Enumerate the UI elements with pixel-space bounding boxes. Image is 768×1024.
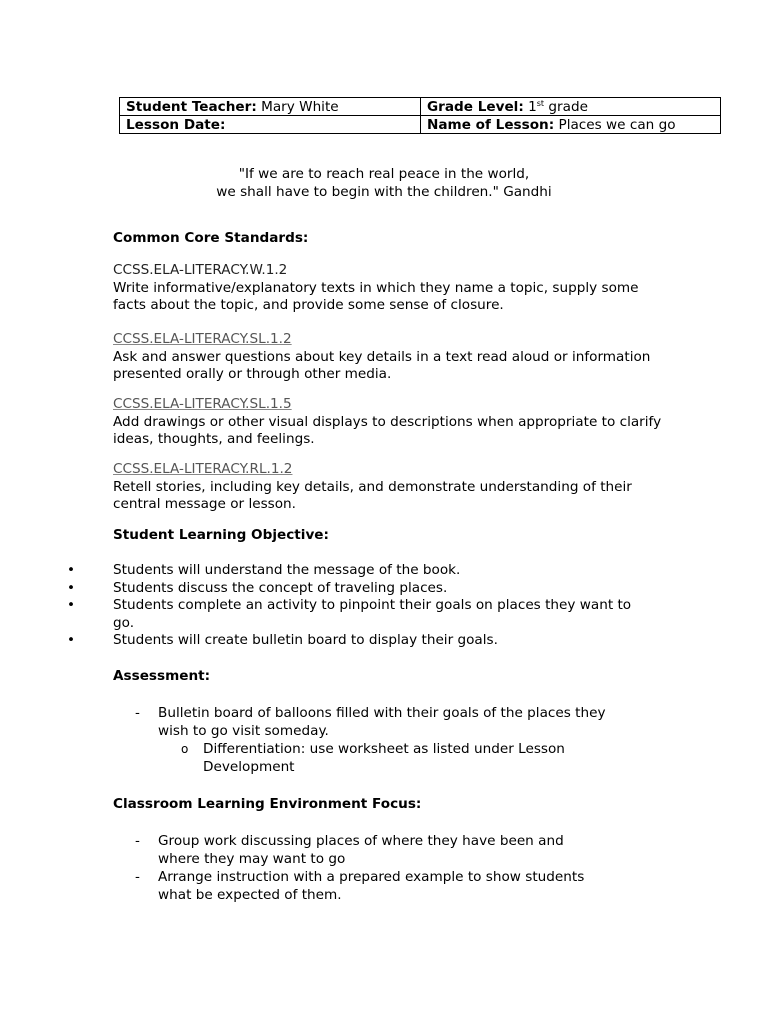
bullet-icon: • xyxy=(67,632,76,648)
objective-list xyxy=(0,562,768,650)
objective-item xyxy=(0,580,768,598)
standard-text: Add drawings or other visual displays to descriptions when appropriate to clarify ideas, thoughts, and feelings. xyxy=(113,413,662,447)
standard-4 xyxy=(113,461,673,514)
lesson-name-label: Name of Lesson: xyxy=(427,116,555,133)
quote-line-2: we shall have to begin with the children." Gandhi xyxy=(216,184,552,200)
objective-heading: Student Learning Objective: xyxy=(113,527,329,543)
gandhi-quote xyxy=(0,165,768,201)
standards-heading: Common Core Standards: xyxy=(113,230,309,246)
objective-text: Students will understand the message of the book. xyxy=(113,562,461,578)
standard-3 xyxy=(113,396,673,449)
environment-heading: Classroom Learning Environment Focus: xyxy=(113,796,422,812)
lesson-name-value: Places we can go xyxy=(558,116,676,133)
assessment-subitem-text: Differentiation: use worksheet as listed under Lesson Development xyxy=(203,741,565,775)
standard-text: Retell stories, including key details, and demonstrate understanding of their central message or lesson. xyxy=(113,478,632,512)
lesson-info-table xyxy=(119,97,721,134)
environment-item xyxy=(0,833,768,868)
environment-text: Arrange instruction with a prepared example to show students what be expected of them. xyxy=(158,869,585,903)
grade-text: grade xyxy=(548,98,588,115)
grade-number: 1 xyxy=(528,98,537,115)
circle-bullet-icon: o xyxy=(181,742,189,756)
teacher-label: Student Teacher: xyxy=(126,98,257,115)
dash-icon: - xyxy=(135,705,140,721)
teacher-cell xyxy=(120,98,421,116)
dash-icon: - xyxy=(135,833,140,849)
date-cell xyxy=(120,116,421,134)
assessment-heading: Assessment: xyxy=(113,668,211,684)
objective-item xyxy=(0,562,768,580)
standard-code-link[interactable]: CCSS.ELA-LITERACY.SL.1.5 xyxy=(113,396,292,412)
standard-code-link[interactable]: CCSS.ELA-LITERACY.RL.1.2 xyxy=(113,461,293,477)
grade-ordinal: st xyxy=(536,98,545,108)
date-label: Lesson Date: xyxy=(126,116,226,133)
grade-cell xyxy=(421,98,721,116)
standard-text: Write informative/explanatory texts in which they name a topic, supply some facts about the topic, and provide some sense of closure. xyxy=(113,279,639,313)
objective-text: Students will create bulletin board to display their goals. xyxy=(113,632,498,648)
environment-item xyxy=(0,869,768,904)
objective-text: Students complete an activity to pinpoint their goals on places they want to go. xyxy=(113,597,632,631)
info-row-1 xyxy=(120,98,721,116)
lesson-name-cell xyxy=(421,116,721,134)
assessment-subitem xyxy=(0,741,768,776)
assessment-item xyxy=(0,705,768,740)
teacher-value: Mary White xyxy=(261,98,339,115)
grade-label: Grade Level: xyxy=(427,98,524,115)
standard-1 xyxy=(113,262,673,315)
bullet-icon: • xyxy=(67,562,76,578)
standard-2 xyxy=(113,331,673,384)
standard-code-link[interactable]: CCSS.ELA-LITERACY.SL.1.2 xyxy=(113,331,292,347)
bullet-icon: • xyxy=(67,597,76,613)
objective-item xyxy=(0,597,768,632)
standard-code: CCSS.ELA-LITERACY.W.1.2 xyxy=(113,262,288,278)
bullet-icon: • xyxy=(67,579,76,596)
assessment-text: Bulletin board of balloons filled with their goals of the places they wish to go visit someday. xyxy=(158,705,606,739)
objective-item xyxy=(0,632,768,650)
environment-text: Group work discussing places of where they have been and where they may want to go xyxy=(158,833,564,867)
quote-line-1: "If we are to reach real peace in the world, xyxy=(238,166,530,182)
info-row-2 xyxy=(120,116,721,134)
objective-text: Students discuss the concept of traveling places. xyxy=(113,579,448,596)
standard-text: Ask and answer questions about key details in a text read aloud or information presented orally or through other media. xyxy=(113,348,651,382)
dash-icon: - xyxy=(135,869,140,885)
